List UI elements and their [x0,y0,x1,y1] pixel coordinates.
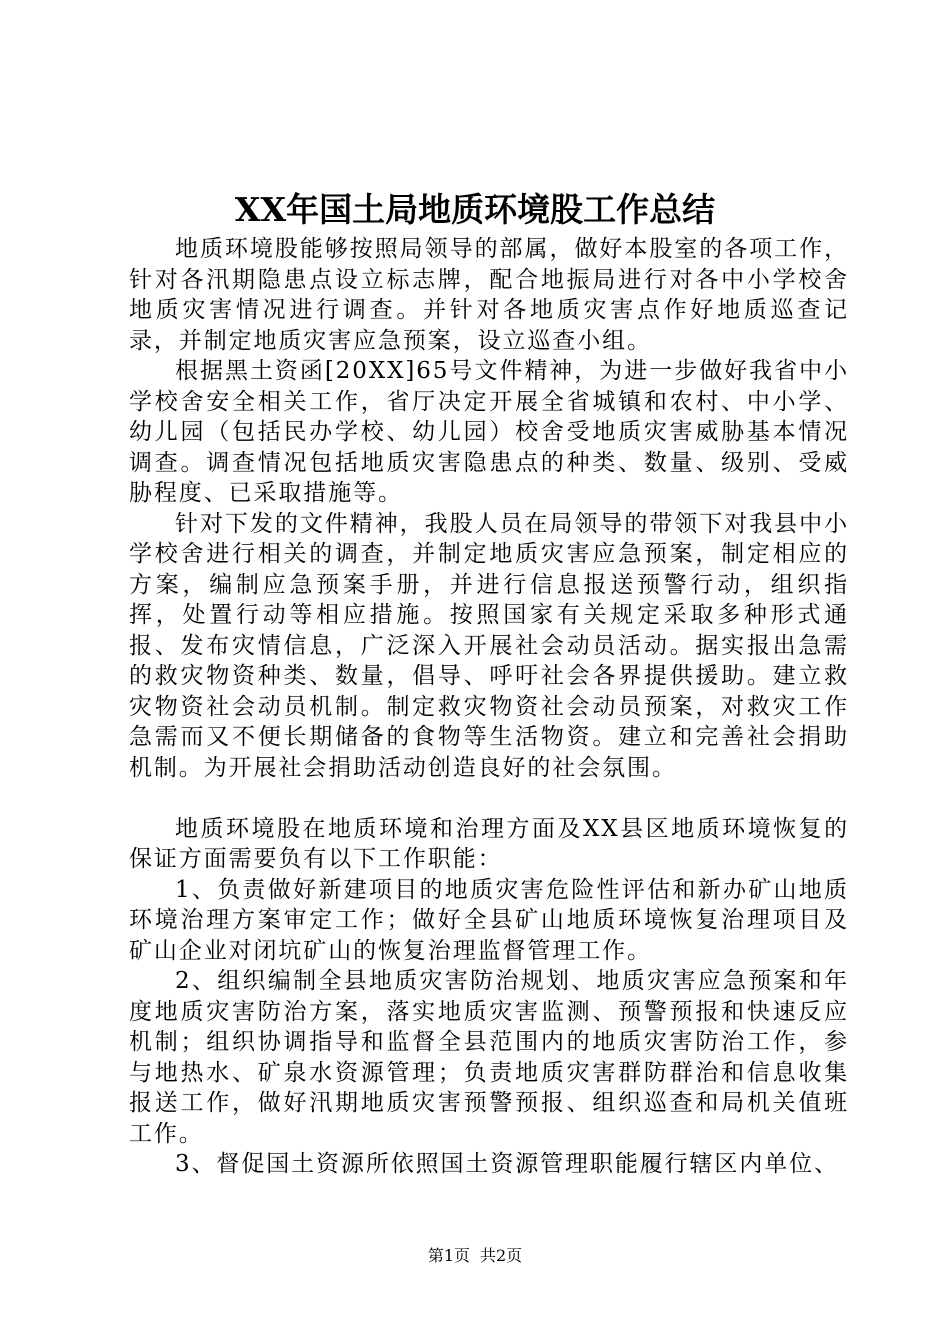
paragraph: 地质环境股在地质环境和治理方面及XX县区地质环境恢复的保证方面需要负有以下工作职能： [129,815,849,872]
page-total: 共2页 [480,1246,523,1265]
document-title: XX年国土局地质环境股工作总结 [234,190,716,229]
list-item: 1、负责做好新建项目的地质灾害危险性评估和新办矿山地质环境治理方案审定工作；做好全县矿山地质环境恢复治理项目及矿山企业对闭坑矿山的恢复治理监督管理工作。 [129,876,849,964]
paragraph: 针对下发的文件精神，我股人员在局领导的带领下对我县中小学校舍进行相关的调查，并制定地质灾害应急预案，制定相应的方案，编制应急预案手册，并进行信息报送预警行动，组织指挥，处置行动等相应措施。按照国家有关规定采取多种形式通报、发布灾情信息，广泛深入开展社会动员活动。据实报出急需的救灾物资种类、数量，倡导、呼吁社会各界提供援助。建立救灾物资社会动员机制。制定救灾物资社会动员预案，对救灾工作急需而又不便长期储备的食物等生活物资。建立和完善社会捐助机制。为开展社会捐助活动创造良好的社会氛围。 [129,510,849,781]
paragraph: 地质环境股能够按照局领导的部属，做好本股室的各项工作，针对各汛期隐患点设立标志牌，配合地振局进行对各中小学校舍地质灾害情况进行调查。并针对各地质灾害点作好地质巡查记录，并制定地质灾害应急预案，设立巡查小组。 [129,236,849,354]
list-item: 3、督促国土资源所依照国土资源管理职能履行辖区内单位、 [175,1151,839,1177]
paragraph: 根据黑土资函[20XX]65号文件精神，为进一步做好我省中小学校舍安全相关工作，省厅决定开展全省城镇和农村、中小学、幼儿园（包括民办学校、幼儿园）校舍受地质灾害威胁基本情况调查。调查情况包括地质灾害隐患点的种类、数量、级别、受威胁程度、已采取措施等。 [129,358,849,506]
list-item: 2、组织编制全县地质灾害防治规划、地质灾害应急预案和年度地质灾害防治方案，落实地质灾害监测、预警预报和快速反应机制；组织协调指导和监督全县范围内的地质灾害防治工作，参与地热水、矿泉水资源管理；负责地质灾害群防群治和信息收集报送工作，做好汛期地质灾害预警预报、组织巡查和局机关值班工作。 [129,968,849,1147]
page-footer [0,1245,950,1267]
page-number: 第1页 [427,1246,470,1265]
blank-line [129,783,849,814]
document-body [129,234,849,1180]
